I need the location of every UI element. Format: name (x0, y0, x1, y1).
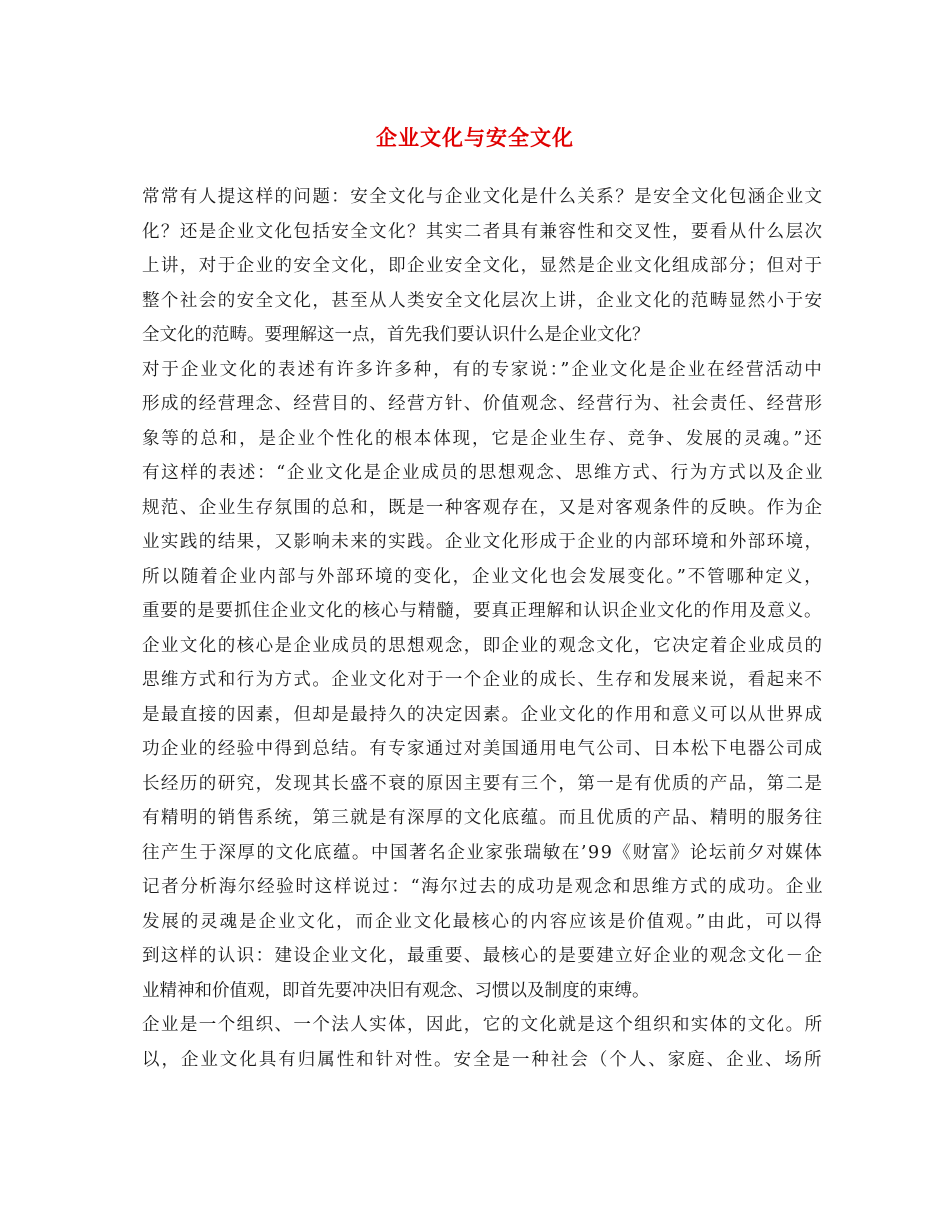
text-line: 常常有人提这样的问题：安全文化与企业文化是什么关系？是安全文化包涵企业文 (142, 187, 824, 207)
text-line: 上讲，对于企业的安全文化，即企业安全文化，显然是企业文化组成部分；但对于 (142, 256, 824, 276)
text-line: 思维方式和行为方式。企业文化对于一个企业的成长、生存和发展来说，看起来不 (142, 670, 824, 690)
text-line: 以，企业文化具有归属性和针对性。安全是一种社会（个人、家庭、企业、场所 (142, 1049, 824, 1070)
text-line: 企业文化的核心是企业成员的思想观念，即企业的观念文化，它决定着企业成员的 (142, 635, 824, 656)
text-line: 形成的经营理念、经营目的、经营方针、价值观念、经营行为、社会责任、经营形 (142, 394, 824, 414)
text-line: 发展的灵魂是企业文化，而企业文化最核心的内容应该是价值观。”由此，可以得 (142, 911, 824, 932)
document-body (142, 180, 825, 1077)
text-line: 记者分析海尔经验时这样说过：“海尔过去的成功是观念和思维方式的成功。企业 (142, 877, 825, 897)
text-line: 往产生于深厚的文化底蕴。中国著名企业家张瑞敏在’99《财富》论坛前夕对媒体 (142, 842, 824, 863)
text-line: 有这样的表述：“企业文化是企业成员的思想观念、思维方式、行为方式以及企业 (142, 463, 825, 483)
text-line: 全文化的范畴。要理解这一点，首先我们要认识什么是企业文化？ (142, 325, 650, 345)
text-line: 有精明的销售系统，第三就是有深厚的文化底蕴。而且优质的产品、精明的服务往 (142, 808, 824, 828)
text-line: 企业是一个组织、一个法人实体，因此，它的文化就是这个组织和实体的文化。所 (142, 1015, 824, 1035)
text-line: 业精神和价值观，即首先要冲决旧有观念、习惯以及制度的束缚。 (142, 980, 650, 1001)
text-line: 对于企业文化的表述有许多许多种，有的专家说：”企业文化是企业在经营活动中 (142, 359, 824, 380)
document-title: 企业文化与安全文化 (376, 126, 574, 150)
text-line: 所以随着企业内部与外部环境的变化，企业文化也会发展变化。”不管哪种定义， (142, 566, 824, 587)
text-line: 整个社会的安全文化，甚至从人类安全文化层次上讲，企业文化的范畴显然小于安 (142, 290, 824, 311)
text-line: 是最直接的因素，但却是最持久的决定因素。企业文化的作用和意义可以从世界成 (142, 704, 824, 725)
text-line: 业实践的结果，又影响未来的实践。企业文化形成于企业的内部环境和外部环境， (142, 532, 824, 552)
text-line: 象等的总和，是企业个性化的根本体现，它是企业生存、竞争、发展的灵魂。”还 (142, 428, 824, 449)
text-line: 重要的是要抓住企业文化的核心与精髓，要真正理解和认识企业文化的作用及意义。 (142, 601, 823, 621)
text-line: 到这样的认识：建设企业文化，最重要、最核心的是要建立好企业的观念文化－企 (142, 946, 824, 966)
text-line: 规范、企业生存氛围的总和，既是一种客观存在，又是对客观条件的反映。作为企 (142, 497, 824, 518)
text-line: 化？还是企业文化包括安全文化？其实二者具有兼容性和交叉性，要看从什么层次 (142, 221, 824, 242)
text-line: 功企业的经验中得到总结。有专家通过对美国通用电气公司、日本松下电器公司成 (142, 739, 824, 759)
text-line: 长经历的研究，发现其长盛不衰的原因主要有三个，第一是有优质的产品，第二是 (142, 773, 824, 794)
